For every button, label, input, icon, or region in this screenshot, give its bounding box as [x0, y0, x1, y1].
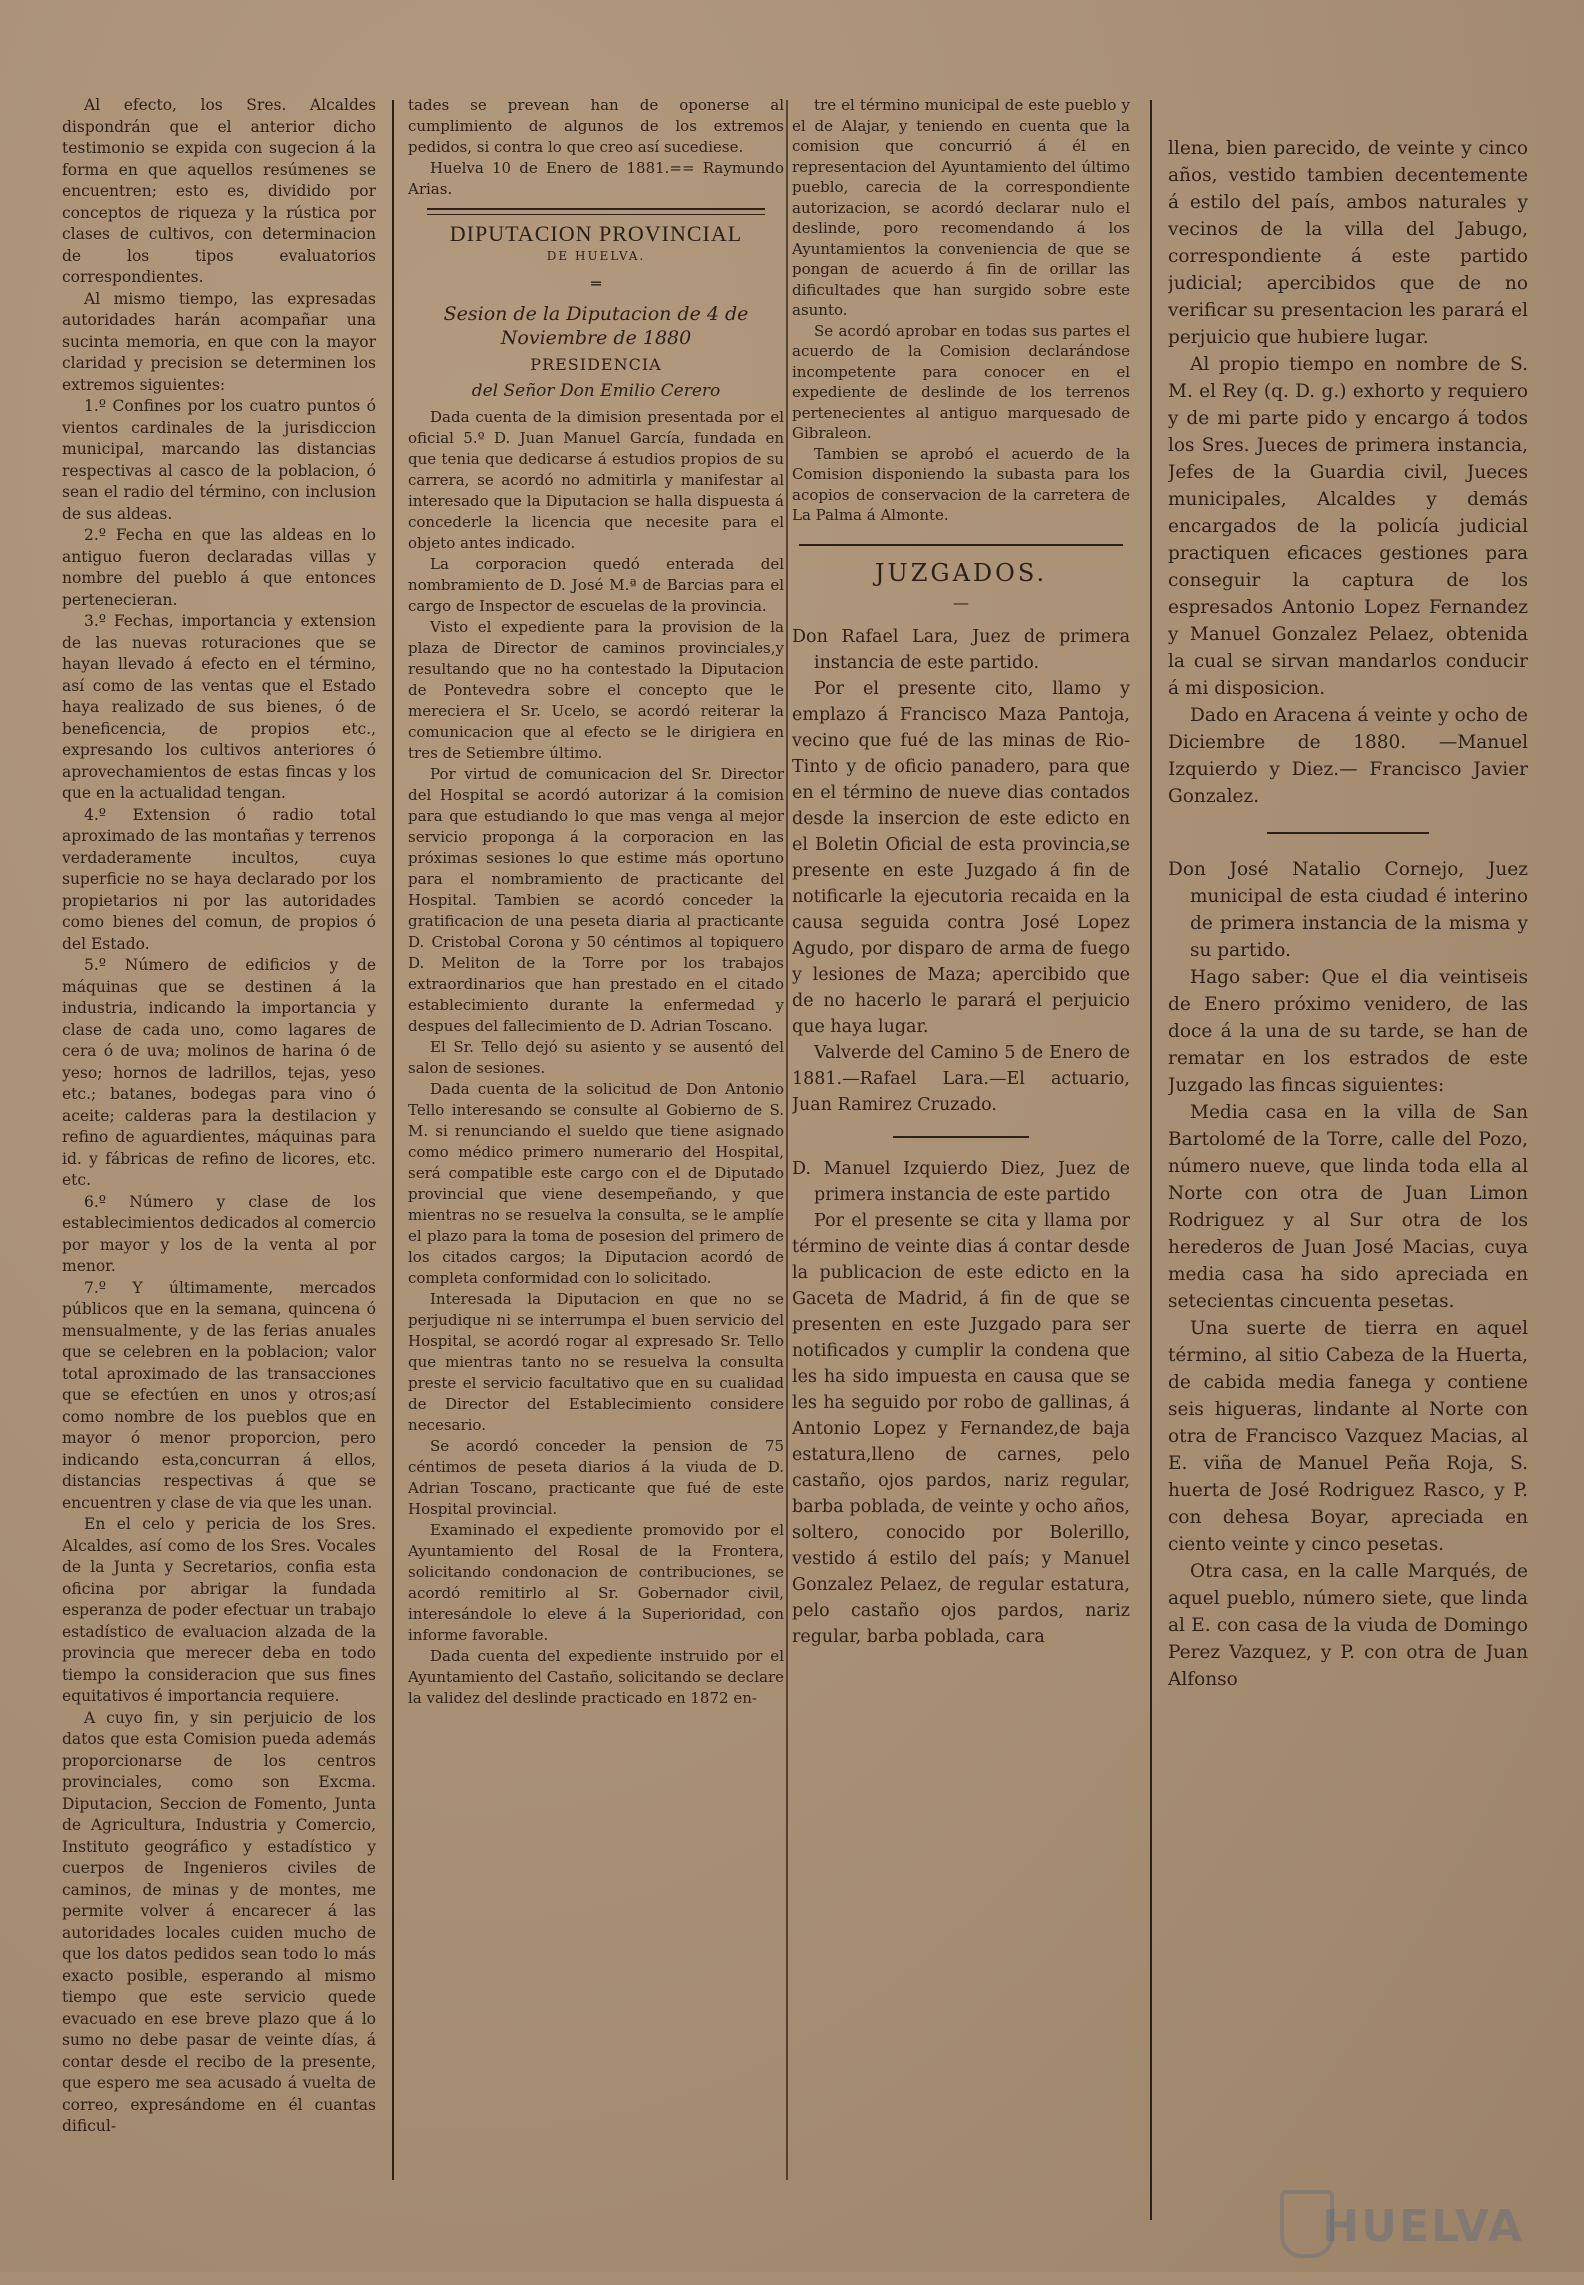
paragraph: Visto el expediente para la provision de la plaza de Director de caminos provinciales,y resultando que no ha contestado la Diputacion de Pontevedra sobre el concepto que le mereciera el Sr. Ucelo, se acordó reiterar la comunicacion que al efecto se le dirigiera en tres de Setiembre último.: [408, 618, 784, 762]
paragraph: Examinado el expediente promovido por el Ayuntamiento del Rosal de la Frontera, solicitando condonacion de contribuciones, se acordó remitirlo al Sr. Gobernador civil, interesándole lo eleve á la Superioridad, con informe favorable.: [408, 1521, 784, 1644]
paragraph: 3.º Fechas, importancia y extension de las nuevas roturaciones que se hayan llevado á efecto en el término, así como de las ventas que el Estado haya realizado de sus bienes, ó de beneficencia, de propios etc., expresando los cultivos anteriores ó aprovechamientos de estas fincas y los que en la actualidad tengan.: [62, 612, 376, 802]
paragraph: Dada cuenta del expediente instruido por el Ayuntamiento del Castaño, solicitando se declare la validez del deslinde practicado en 1872 en-: [408, 1647, 784, 1707]
paragraph: Valverde del Camino 5 de Enero de 1881.—Rafael Lara.—El actuario, Juan Ramirez Cruzado.: [792, 1042, 1130, 1115]
paragraph: Dado en Aracena á veinte y ocho de Diciembre de 1880. —Manuel Izquierdo y Diez.— Francisco Javier Gonzalez.: [1168, 705, 1528, 807]
paragraph: Otra casa, en la calle Marqués, de aquel pueblo, número siete, que linda al E. con casa de la viuda de Domingo Perez Vazquez, y P. con otra de Juan Alfonso: [1168, 1561, 1528, 1690]
paragraph: 6.º Número y clase de los establecimientos dedicados al comercio por mayor y los de la venta al por menor.: [62, 1192, 376, 1275]
column-3: [792, 95, 1130, 2215]
paragraph: A cuyo fin, y sin perjuicio de los datos que esta Comision pueda además proporcionarse de los centros provinciales, como son Excma. Diputacion, Seccion de Fomento, Junta de Agricultura, Industria y Comercio, Instituto geográfico y estadístico y cuerpos de Ingenieros civiles de caminos, de minas y de montes, me permite volver á encarecer á las autoridades locales cuiden mucho de que los datos pedidos sean todo lo más exacto posible, esperando al mismo tiempo que este servicio quede evacuado en ese breve plazo que á lo sumo no debe pasar de veinte días, á contar desde el recibo de la presente, que espero me sea acusado á vuelta de correo, expresándome en él cuantas dificul-: [62, 1708, 376, 2135]
column-rule: [786, 100, 788, 2180]
section-title: DIPUTACION PROVINCIAL: [449, 221, 743, 246]
paragraph: En el celo y pericia de los Sres. Alcaldes, así como de los Sres. Vocales de la Junta y Secretarios, confia esta oficina por abrigar la fundada esperanza de poder efectuar un trabajo estadístico de evaluacion alzada de la provincia que merecer deba en todo tiempo la consideracion que sus fines equitativos é importancia requiere.: [62, 1515, 376, 1705]
paragraph: Por el presente cito, llamo y emplazo á Francisco Maza Pantoja, vecino que fué de las minas de Rio-Tinto y de oficio panadero, para que en el término de nueve dias contados desde la insercion de este edicto en el Boletin Oficial de esta provincia,se presente en este Juzgado á fin de notificarle la ejecutoria recaida en la causa seguida contra José Lopez Agudo, por disparo de arma de fuego y lesiones de Maza; apercibido que de no hacerlo le parará el perjuicio que haya lugar.: [792, 678, 1130, 1037]
column-1: [62, 95, 376, 2215]
paragraph: Se acordó conceder la pension de 75 céntimos de peseta diarios á la viuda de D. Adrian Toscano, practicante que fué de este Hospital provincial.: [408, 1437, 784, 1518]
president-name: del Señor Don Emilio Cerero: [471, 381, 721, 401]
paragraph: El Sr. Tello dejó su asiento y se ausentó del salon de sesiones.: [408, 1038, 784, 1077]
paragraph: tre el término municipal de este pueblo y el de Alajar, y teniendo en cuenta que la comision que concurrió á él en representacion del Ayuntamiento del último pueblo, carecia de la correspondiente autorizacion, se acordó declarar nulo el deslinde, poro recomendando á los Ayuntamientos la conveniencia de que se pongan de acuerdo á fin de orillar las dificultades que han surgido sobre este asunto.: [792, 96, 1130, 319]
edict-heading: D. Manuel Izquierdo Diez, Juez de primera instancia de este partido: [792, 1158, 1130, 1205]
edict-heading: Don Rafael Lara, Juez de primera instancia de este partido.: [792, 626, 1130, 673]
paragraph: 5.º Número de edificios y de máquinas que se destinen á la industria, indicando la importancia y clase de cada uno, como lagares de cera ó de uva; molinos de harina ó de yeso; hornos de ladrillos, tejas, yeso etc.; batanes, bodegas para vino ó aceite; calderas para la destilacion y refino de aguardientes, máquinas para id. y fábricas de refino de licores, etc. etc.: [62, 956, 376, 1189]
signoff: Huelva 10 de Enero de 1881.== Raymundo Arias.: [408, 159, 784, 198]
paragraph: La corporacion quedó enterada del nombramiento de D. José M.ª de Barcias para el cargo de Inspector de escuelas de la provincia.: [408, 555, 784, 615]
edict-heading: Don José Natalio Cornejo, Juez municipal de esta ciudad é interino de primera instancia de la misma y su partido.: [1168, 859, 1528, 961]
paragraph: Una suerte de tierra en aquel término, al sitio Cabeza de la Huerta, de cabida media fanega y contiene seis higueras, lindante al Norte con otra de Francisco Vazquez Macias, al E. viña de Manuel Peña Roja, S. huerta de José Rodriguez Rasco, y P. con dehesa Boyar, apreciada en ciento veinte y cinco pesetas.: [1168, 1318, 1528, 1555]
paragraph: 2.º Fecha en que las aldeas en lo antiguo fueron declaradas villas y nombre del pueblo á que entonces pertenecieran.: [62, 526, 376, 609]
paragraph: Se acordó aprobar en todas sus partes el acuerdo de la Comision declarándose incompetente para conocer en el expediente de deslinde de los terrenos pertenecientes al antiguo marquesado de Gibraleon.: [792, 321, 1130, 442]
paragraph: Dada cuenta de la solicitud de Don Antonio Tello interesando se consulte al Gobierno de S. M. si renunciando el sueldo que tiene asignado como médico primero numerario del Hospital, será compatible este cargo con el de Diputado provincial que viene desempeñando, y que mientras no se resuelva la consulta, se le amplíe el plazo para la toma de posesion del primero de los citados cargos; la Diputacion acordó de completa conformidad con lo solicitado.: [408, 1080, 784, 1287]
section-subtitle: DE HUELVA.: [546, 249, 646, 263]
column-rule: [392, 100, 394, 2180]
column-2: [408, 95, 784, 2215]
paragraph: Dada cuenta de la dimision presentada por el oficial 5.º D. Juan Manuel García, fundada en que tenia que dedicarse á estudios propios de su carrera, se acordó no admitirla y manifestar al interesado que la Diputacion se halla dispuesta á concederle la licencia que necesite para el objeto antes indicado.: [408, 408, 784, 552]
paragraph: Hago saber: Que el dia veintiseis de Enero próximo venidero, de las doce á la una de su tarde, se han de rematar en los estrados de este Juzgado las fincas siguientes:: [1168, 967, 1528, 1096]
watermark-logo: HUELVA: [1322, 2201, 1524, 2252]
section-title: JUZGADOS.: [874, 558, 1048, 587]
paragraph: Al efecto, los Sres. Alcaldes dispondrán que el anterior dicho testimonio se expida con sugecion á la forma en que aquellos resúmenes se encuentren; esto es, dividido por conceptos de riqueza y la rústica por clases de cultivos, con determinacion de los tipos evaluatorios correspondientes.: [62, 96, 376, 286]
paragraph: Por virtud de comunicacion del Sr. Director del Hospital se acordó autorizar á la comision para que estudiando lo que mas venga al mejor servicio proponga á la corporacion en las próximas sesiones lo que estime más oportuno para el nombramiento de practicante del Hospital. Tambien se acordó conceder la gratificacion de una peseta diaria al practicante D. Cristobal Corona y 50 céntimos al topiquero D. Meliton de la Torre por los trabajos extraordinarios que han prestado en el citado establecimiento durante la enfermedad y despues del fallecimiento de D. Adrian Toscano.: [408, 765, 784, 1035]
paragraph: tades se prevean han de oponerse al cumplimiento de algunos de los extremos pedidos, si contra lo que creo así sucediese.: [408, 96, 784, 156]
paragraph: Media casa en la villa de San Bartolomé de la Torre, calle del Pozo, número nueve, que linda toda ella al Norte con otra de Juan Limon Rodriguez y al Sur otra de los herederos de Juan José Macias, cuya media casa ha sido apreciada en setecientas cincuenta pesetas.: [1168, 1102, 1528, 1312]
presidency-label: PRESIDENCIA: [530, 355, 662, 374]
paragraph: Por el presente se cita y llama por término de veinte dias á contar desde la publicacion de este edicto en la Gaceta de Madrid, á fin de que se presenten en este Juzgado para ser notificados y cumplir la condena que les ha sido impuesta en causa que se les ha seguido por robo de gallinas, á Antonio Lopez y Fernandez,de baja estatura,lleno de carnes, pelo castaño, ojos pardos, nariz regular, barba poblada, de veinte y ocho años, soltero, conocido por Bolerillo, vestido á estilo del país; y Manuel Gonzalez Pelaez, de regular estatura, pelo castaño ojos pardos, nariz regular, barba poblada, cara: [792, 1210, 1130, 1647]
paragraph: Interesada la Diputacion en que no se perjudique ni se interrumpa el buen servicio del Hospital, se acordó rogar al expresado Sr. Tello que mientras tanto no se resuelva la consulta preste el servicio facultativo que en su cualidad de Director del Establecimiento considere necesario.: [408, 1290, 784, 1434]
paragraph: Al propio tiempo en nombre de S. M. el Rey (q. D. g.) exhorto y requiero y de mi parte pido y encargo á todos los Sres. Jueces de primera instancia, Jefes de la Guardia civil, Jueces municipales, Alcaldes y demás encargados de la policía judicial practiquen eficaces gestiones para conseguir la captura de los espresados Antonio Lopez Fernandez y Manuel Gonzalez Pelaez, obtenida la cual se sirvan mandarlos conducir á mi disposicion.: [1168, 354, 1528, 699]
session-continuation: [792, 95, 1130, 526]
paragraph: Al mismo tiempo, las expresadas autoridades harán acompañar una sucinta memoria, en que con la mayor claridad y precision se determinen los extremos siguientes:: [62, 289, 376, 394]
paragraph: 4.º Extension ó radio total aproximado de las montañas y terrenos verdaderamente incultos, cuya superficie no se haya declarado por los propietarios ni por las autoridades como bienes del comun, de propios ó del Estado.: [62, 805, 376, 953]
column-rule: [1150, 100, 1152, 2220]
paragraph: Tambien se aprobó el acuerdo de la Comision disponiendo la subasta para los acopios de conservacion de la carretera de La Palma á Almonte.: [792, 444, 1130, 524]
paragraph: llena, bien parecido, de veinte y cinco años, vestido tambien decentemente á estilo del país, ambos naturales y vecinos de la villa del Jabugo, correspondiente á este partido judicial; apercibidos que de no verificar su presentacion les parará el perjuicio que hubiere lugar.: [1168, 138, 1528, 348]
paragraph: 7.º Y últimamente, mercados públicos que en la semana, quincena ó mensualmente, y de las ferias anuales que se celebren en la poblacion; valor total aproximado de las transacciones que se efectúen en unos y otros;así como nombre de los pueblos que en mayor ó menor proporcion, pero indicando esta,concurran á ellos, distancias respectivas á que se encuentren y clase de via que les unan.: [62, 1278, 376, 1512]
session-title: Sesion de la Diputacion de 4 de Noviembre de 1880: [443, 303, 749, 349]
column-4: [1168, 135, 1528, 2285]
divider: —: [953, 592, 969, 612]
paragraph: 1.º Confines por los cuatro puntos ó vientos cardinales de la jurisdiccion municipal, marcando las distancias respectivas al casco de la poblacion, ó sean el radio del término, con inclusion de sus aldeas.: [62, 397, 376, 523]
divider: ═: [591, 274, 601, 293]
